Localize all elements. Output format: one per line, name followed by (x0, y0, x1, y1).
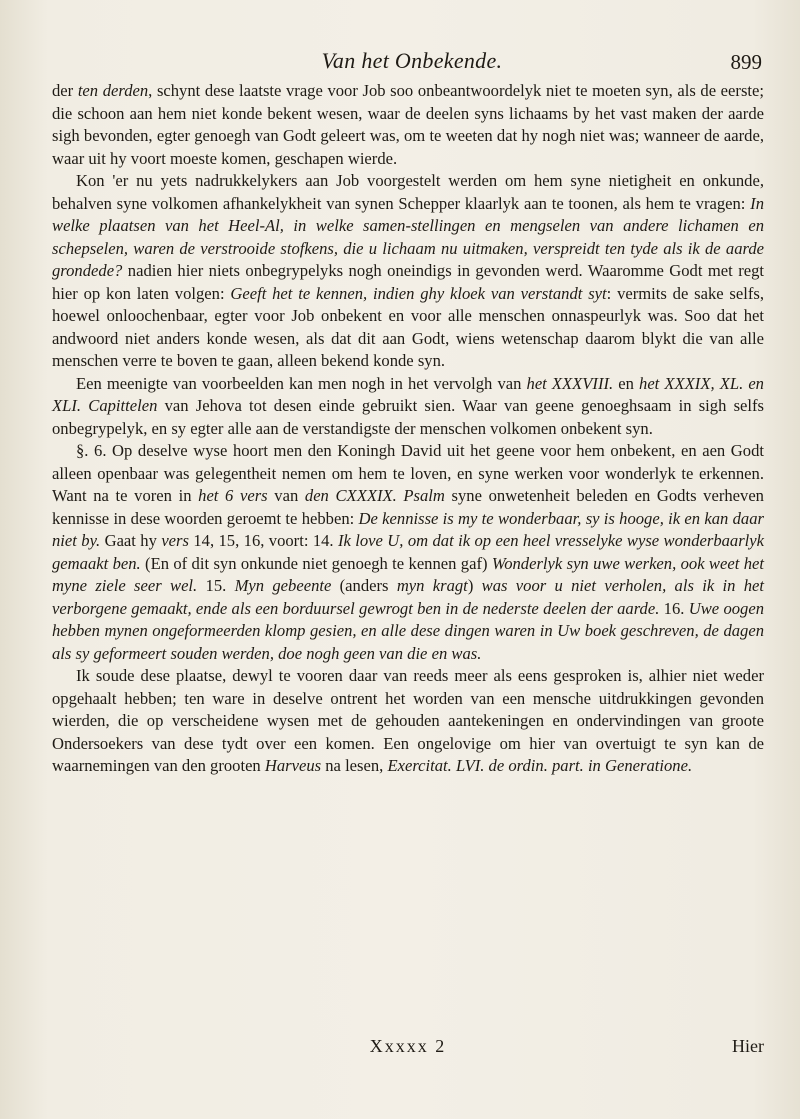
body-text (52, 80, 764, 778)
text-run: van Jehova tot desen einde gebruikt sien. Waar van geene genoeghsaam in sigh selfs onbegrypelyk, en sy egter alle aan de verstandigste der menschen volkomen onbekent syn. (52, 396, 764, 438)
italic-text-run: myn kragt (396, 576, 468, 595)
page-footer (52, 1036, 764, 1062)
signature-mark: Xxxxx 2 (369, 1036, 447, 1056)
text-run: der (52, 81, 78, 100)
page-header (62, 48, 762, 78)
italic-text-run: Myn gebeente (234, 576, 332, 595)
italic-text-run: Geeft het te kennen, indien ghy kloek van verstandt syt (230, 283, 607, 303)
text-run: na lesen, (321, 756, 388, 775)
italic-text-run: Harveus (264, 756, 322, 775)
text-run: Ik soude dese plaatse, dewyl te vooren daar van reeds meer als eens gesproken is, alhier niet weder opgehaalt hebben; ten ware in deselve ontrent het worden van een mensche uitdrukkingen gevonden wierden, die op verscheidene wysen met de gehouden aantekeningen en ondervindingen van groote Ondersoekers van dese tydt over een komen. Een ongelovige om hier van overtuigt te syn kan de waarnemingen van den grooten (52, 666, 764, 775)
italic-text-run: het XXXIX, XL. en XLI. Capittelen (52, 373, 764, 415)
text-run: en (613, 373, 640, 393)
text-run: (anders (331, 576, 397, 595)
italic-text-run: vers (161, 531, 189, 550)
text-run: ) (467, 576, 482, 595)
italic-text-run: Exercitat. LVI. de ordin. part. in Generatione. (387, 756, 693, 775)
catchword: Hier (732, 1036, 764, 1056)
italic-text-run: het 6 vers (198, 486, 268, 505)
text-run: Gaat hy (100, 531, 162, 550)
italic-text-run: het XXXVIII. (526, 373, 614, 393)
text-run: 15. (197, 576, 235, 595)
text-run: §. 6. Op deselve wyse hoort men den Koningh David uit het geene voor hem onbekent, en aen Godt alleen openbaar was gelegentheit nemen om hem te loven, en syne werken voor wonderlyk te erkennen. Want na te voren in (52, 441, 764, 505)
italic-text-run: In welke plaatsen van het Heel-Al, in welke samen-stellingen en mengselen van andere lichamen en schepselen, waren de verstrooide stofkens, die u lichaam nu uitmaken, verspreidt ten tyde als ik de aarde grondede? (52, 193, 764, 280)
italic-text-run: Wonderlyk syn uwe werken, ook weet het myne ziele seer wel. (52, 553, 764, 595)
paragraph (52, 80, 764, 170)
text-run: syne onwetenheit beleden en Godts verheven kennisse in dese woorden geroemt te hebben: (52, 486, 764, 528)
text-run: 14, 15, 16, voort: 14. (188, 531, 338, 550)
paragraph (52, 665, 764, 778)
text-run: 16. (659, 598, 689, 618)
text-run: (En of dit syn onkunde niet genoegh te kennen gaf) (140, 553, 492, 573)
text-run: nadien hier niets onbegrypelyks nogh oneindigs in gevonden werd. Waaromme Godt met regt hier op kon laten volgen: (52, 261, 764, 303)
text-run: Een meenigte van voorbeelden kan men nogh in het vervolgh van (76, 373, 527, 393)
italic-text-run: den CXXXIX. Psalm (304, 486, 445, 505)
paragraph (52, 373, 764, 441)
italic-text-run: was voor u niet verholen, als ik in het verborgene gemaakt, ende als een borduursel gewrogt ben in de nederste deelen der aarde. (52, 576, 764, 618)
italic-text-run: Uwe oogen hebben mynen ongeformeerden klomp gesien, en alle dese dingen waren in Uw boek geschreven, de dagen als sy geformeert souden werden, doe nogh geen van die en was. (52, 598, 765, 663)
italic-text-run: ten derden (77, 81, 149, 100)
italic-text-run: Ik love U, om dat ik op een heel vresselyke wyse wonderbaarlyk gemaakt ben. (52, 531, 765, 573)
text-run: van (267, 486, 305, 505)
running-head: Van het Onbekende. (321, 48, 503, 73)
page-number: 899 (730, 50, 762, 74)
text-run: Kon 'er nu yets nadrukkelykers aan Job voorgestelt werden om hem syne nietigheit en onkunde, behalven syne volkomen afhankelykheit van synen Schepper klaarlyk aan te toonen, als hem te vragen: (52, 171, 764, 213)
paragraph (52, 440, 764, 665)
text-run: : vermits de sake selfs, hoewel onloochenbaar, egter voor Job onbekent en voor alle menschen onnaspeurlyk was. Soo dat het andwoord niet anders konde wesen, als dat dit aan Godt, wiens wetenschap daarom blykt die van alle menschen verre te boven te gaan, alleen bekend konde syn. (52, 283, 764, 370)
italic-text-run: De kennisse is my te wonderbaar, sy is hooge, ik en kan daar niet by. (52, 508, 764, 550)
paragraph (52, 170, 764, 373)
text-run: , schynt dese laatste vrage voor Job soo onbeantwoordelyk niet te moeten syn, als de eerste; die schoon aan hem niet konde bekent wesen, waar de deelen syns lichaams by het vast maken der aarde sigh bevonden, egter genoegh van Godt geleert was, om te weeten dat hy nogh niet was; wanneer de aarde, waar uit hy voort moeste komen, geschapen wierde. (52, 81, 764, 168)
